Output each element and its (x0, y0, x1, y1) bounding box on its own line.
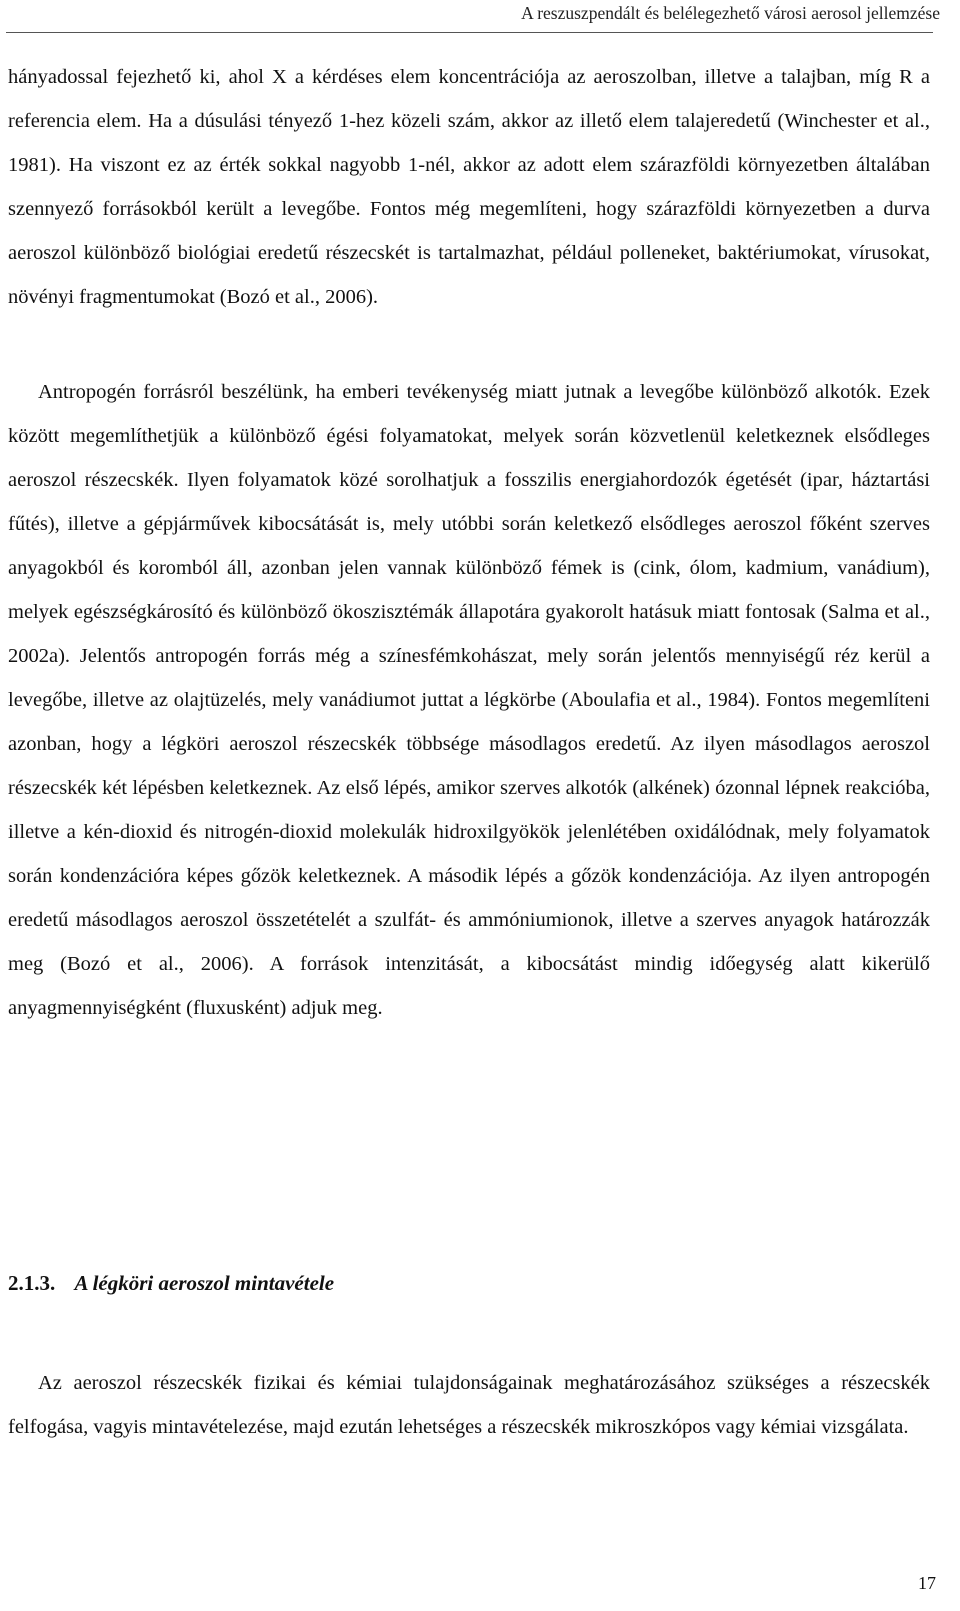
body-paragraph-1: hányadossal fejezhető ki, ahol X a kérdéses elem koncentrációja az aeroszolban, illetve a talajban, míg R a referencia elem. Ha a dúsulási tényező 1-hez közeli szám, akkor az illető elem talajeredetű (Winchester et al., 1981). Ha viszont ez az érték sokkal nagyobb 1-nél, akkor az adott elem szárazföldi környezetben általában szennyező forrásokból került a levegőbe. Fontos még megemlíteni, hogy szárazföldi környezetben a durva aeroszol különböző biológiai eredetű részecskét is tartalmazhat, például polleneket, baktériumokat, vírusokat, növényi fragmentumokat (Bozó et al., 2006). (8, 66, 930, 308)
section-number: 2.1.3. (8, 1271, 56, 1295)
section-title: A légköri aeroszol mintavétele (74, 1271, 335, 1295)
running-header: A reszuszpendált és belélegezhető városi aerosol jellemzése (521, 3, 940, 23)
body-paragraph-3: Az aeroszol részecskék fizikai és kémiai tulajdonságainak meghatározásához szükséges a részecskék felfogása, vagyis mintavételezése, majd ezután lehetséges a részecskék mikroszkópos vagy kémiai vizsgálata. (8, 1372, 930, 1438)
page-number: 17 (918, 1573, 936, 1593)
body-paragraph-2: Antropogén forrásról beszélünk, ha emberi tevékenység miatt jutnak a levegőbe különböző alkotók. Ezek között megemlíthetjük a különböző égési folyamatokat, melyek során közvetlenül keletkeznek elsődleges aeroszol részecskék. Ilyen folyamatok közé sorolhatjuk a fosszilis energiahordozók égetését (ipar, háztartási fűtés), illetve a gépjárművek kibocsátását is, mely utóbbi során keletkező elsődleges aeroszol főként szerves anyagokból és koromból áll, azonban jelen vannak különböző fémek is (cink, ólom, kadmium, vanádium), melyek egészségkárosító és különböző ökoszisztémák állapotára gyakorolt hatásuk miatt fontosak (Salma et al., 2002a). Jelentős antropogén forrás még a színesfémkohászat, mely során jelentős mennyiségű réz kerül a levegőbe, illetve az olajtüzelés, mely vanádiumot juttat a légkörbe (Aboulafia et al., 1984). Fontos megemlíteni azonban, hogy a légköri aeroszol részecskék többsége másodlagos eredetű. Az ilyen másodlagos aeroszol részecskék két lépésben keletkeznek. Az első lépés, amikor szerves alkotók (alkének) ózonnal lépnek reakcióba, illetve a kén-dioxid és nitrogén-dioxid molekulák hidroxilgyökök jelenlétében oxidálódnak, mely folyamatok során kondenzációra képes gőzök keletkeznek. A második lépés a gőzök kondenzációja. Az ilyen antropogén eredetű másodlagos aeroszol összetételét a szulfát- és ammóniumionok, illetve a szerves anyagok határozzák meg (Bozó et al., 2006). A források intenzitását, a kibocsátást mindig időegység alatt kikerülő anyagmennyiségként (fluxusként) adjuk meg. (8, 381, 930, 1019)
header-rule (6, 32, 933, 33)
section-heading (8, 1268, 334, 1298)
